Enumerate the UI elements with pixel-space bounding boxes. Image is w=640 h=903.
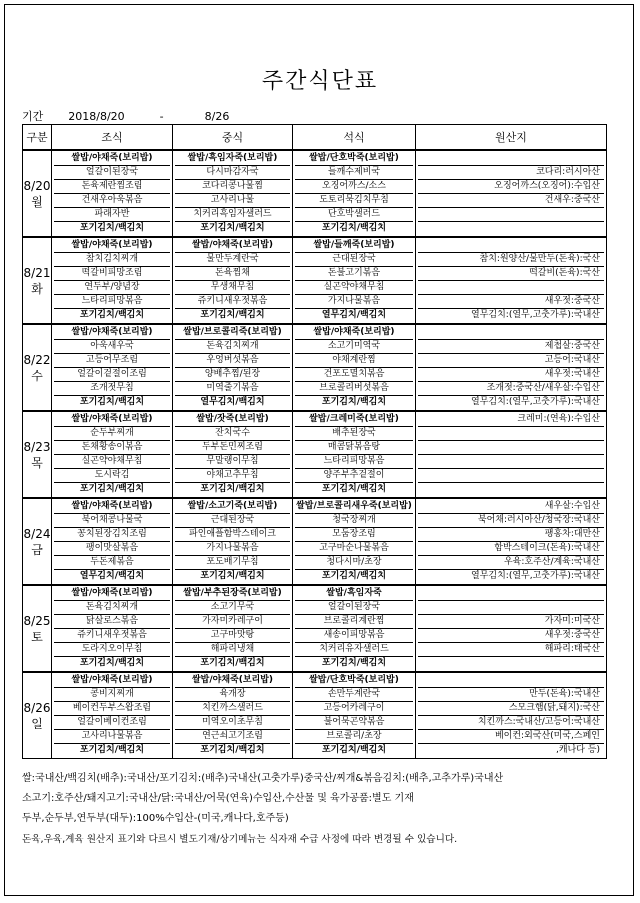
origin-line: 북어채:러시아산/청국장:국내산 (418, 514, 604, 528)
menu-item: 열무김치/백김치 (321, 310, 387, 320)
origin-cell (416, 324, 607, 411)
menu-item: 쌀밥/단호박죽(보리밥) (295, 674, 413, 688)
menu-item: 쌀밥/소고기죽(보리밥) (175, 500, 290, 514)
origin-line: 새우젓:국내산 (418, 368, 604, 382)
note-line: 돈육,우육,계육 원산지 표기와 다르시 별도기재/상기메뉴는 식자재 수급 사정에 따라 변경될 수 있습니다. (22, 834, 458, 845)
origin-line: 팽홍차:대만산 (418, 528, 604, 542)
menu-item: 쌀밥/야채죽(보리밥) (54, 674, 170, 688)
day-date: 8/25 (23, 613, 51, 628)
menu-item: 두부돈민찌조림 (175, 441, 290, 455)
menu-item: 쌀밥/야채죽(보리밥) (295, 326, 413, 340)
origin-line: ,캐나다 등) (555, 745, 600, 755)
origin-line: 치킨까스:국내산/고등어:국내산 (418, 716, 604, 730)
period-end: 8/26 (204, 110, 230, 123)
day-date: 8/23 (23, 439, 51, 454)
origin-line: 떡갈비(돈육):국산 (418, 267, 604, 281)
origin-cell (416, 672, 607, 759)
day-date: 8/22 (23, 352, 51, 367)
menu-item: 포기김치/백김치 (321, 658, 387, 668)
lunch-cell (173, 672, 293, 759)
origin-line (418, 152, 604, 166)
breakfast-cell (52, 237, 173, 324)
menu-item: 육개장 (175, 688, 290, 702)
menu-item: 청다시마/초장 (295, 556, 413, 570)
menu-item: 돈육찜채 (175, 267, 290, 281)
menu-item: 무말랭이무침 (175, 455, 290, 469)
day-weekday: 일 (31, 716, 43, 731)
menu-item: 들깨수제비국 (295, 166, 413, 180)
origin-line (418, 587, 604, 601)
menu-item: 우엉버섯볶음 (175, 354, 290, 368)
origin-cell (416, 150, 607, 237)
dinner-cell (293, 150, 416, 237)
day-row (23, 324, 607, 411)
day-cell (23, 585, 52, 672)
menu-item: 떡갈비피망조림 (54, 267, 170, 281)
origin-line: 조개젓:중국산/새우살:수입산 (418, 382, 604, 396)
origin-line (418, 427, 604, 441)
header-category: 구분 (23, 125, 52, 151)
dinner-cell (293, 585, 416, 672)
day-cell (23, 672, 52, 759)
origin-line (418, 239, 604, 253)
menu-body (23, 150, 607, 759)
menu-item: 포기김치/백김치 (79, 658, 145, 668)
origin-line: 스모크햄(닭,돼지):국산 (418, 702, 604, 716)
origin-line: 참치:원양산/물만두(돈육):국산 (418, 253, 604, 267)
menu-item: 브로콜리버섯볶음 (295, 382, 413, 396)
menu-item: 쌀밥/브로콜리죽(보리밥) (175, 326, 290, 340)
menu-item: 치킨까스샐러드 (175, 702, 290, 716)
menu-item: 포기김치/백김치 (79, 310, 145, 320)
menu-item: 얼갈이베이컨조림 (54, 716, 170, 730)
origin-line (418, 469, 604, 483)
day-date: 8/26 (23, 700, 51, 715)
dinner-cell (293, 672, 416, 759)
origin-cell (416, 411, 607, 498)
page-title: 주간식단표 (261, 69, 379, 94)
menu-item: 연두부/양념장 (54, 281, 170, 295)
menu-item: 도시락김 (54, 469, 170, 483)
menu-item: 참치김치찌개 (54, 253, 170, 267)
origin-line: 가자미:미국산 (418, 615, 604, 629)
menu-table (22, 124, 607, 759)
menu-item: 북어채콩나물국 (54, 514, 170, 528)
menu-item: 청국장찌개 (295, 514, 413, 528)
day-date: 8/21 (23, 265, 51, 280)
menu-item: 배추된장국 (295, 427, 413, 441)
menu-item: 꽁치된장김치조림 (54, 528, 170, 542)
menu-item: 쌀밥/크레미죽(보리밥) (295, 413, 413, 427)
day-row (23, 498, 607, 585)
lunch-cell (173, 498, 293, 585)
menu-item: 포기김치/백김치 (321, 397, 387, 407)
menu-item: 포기김치/백김치 (79, 745, 145, 755)
menu-item: 콩비지찌개 (54, 688, 170, 702)
menu-item: 실곤약야채무침 (295, 281, 413, 295)
day-row (23, 411, 607, 498)
header-breakfast: 조식 (52, 125, 173, 151)
period-row (22, 108, 229, 124)
day-weekday: 토 (31, 629, 43, 644)
origin-line (418, 208, 604, 222)
origin-line: 만두(돈육):국내산 (418, 688, 604, 702)
menu-item: 쌀밥/브로콜리새우죽(보리밥) (295, 500, 413, 514)
menu-item: 닭살로스볶음 (54, 615, 170, 629)
menu-item: 쥬키니새우젓볶음 (54, 629, 170, 643)
menu-item: 포기김치/백김치 (200, 658, 265, 668)
menu-item: 실곤약야채무침 (54, 455, 170, 469)
menu-item: 다시마감자국 (175, 166, 290, 180)
menu-item: 야채고추무침 (175, 469, 290, 483)
menu-item: 돈육제란찜조림 (54, 180, 170, 194)
menu-item: 쌀밥/야채죽(보리밥) (54, 152, 170, 166)
menu-item: 돈불고기볶음 (295, 267, 413, 281)
day-cell (23, 324, 52, 411)
origin-line: 새우살:수입산 (418, 500, 604, 514)
menu-item: 고등어무조림 (54, 354, 170, 368)
menu-item: 쥬키니새우젓볶음 (175, 295, 290, 309)
menu-item: 가자미카레구이 (175, 615, 290, 629)
menu-item: 야채계란찜 (295, 354, 413, 368)
period-label: 기간 (22, 110, 44, 123)
lunch-cell (173, 150, 293, 237)
day-cell (23, 237, 52, 324)
origin-line (418, 657, 604, 670)
origin-line (418, 281, 604, 295)
menu-item: 브로콜리/초장 (295, 730, 413, 744)
menu-item: 매콤닭볶음탕 (295, 441, 413, 455)
origin-line: 오징어까스(오징어):수입산 (418, 180, 604, 194)
origin-line: 크레미:(연육):수입산 (418, 413, 604, 427)
menu-item: 베이컨두부스왑조림 (54, 702, 170, 716)
origin-line: 새우젓:중국산 (418, 295, 604, 309)
note-line: 두부,순두부,연두부(대두):100%수입산-(미국,캐나다,호주등) (22, 813, 289, 824)
day-weekday: 수 (31, 368, 43, 383)
note-line: 소고기:호주산/돼지고기:국내산/닭:국내산/어묵(연육)수입산,수산물 및 육가공품:별도 기재 (22, 793, 414, 804)
menu-item: 양주부추겉절이 (295, 469, 413, 483)
origin-line (418, 441, 604, 455)
day-cell (23, 498, 52, 585)
origin-line: 건새우:중국산 (418, 194, 604, 208)
origin-line: 열무김치:(열무,고춧가루):국내산 (471, 310, 600, 320)
day-date: 8/24 (23, 526, 51, 541)
day-weekday: 화 (31, 281, 43, 296)
menu-item: 쌀밥/야채죽(보리밥) (175, 674, 290, 688)
menu-item: 쌀밥/야채죽(보리밥) (175, 239, 290, 253)
day-row (23, 150, 607, 237)
header-dinner: 석식 (293, 125, 416, 151)
menu-item: 열무김치/백김치 (79, 571, 145, 581)
menu-item: 순두부찌개 (54, 427, 170, 441)
menu-item: 단호박샐러드 (295, 208, 413, 222)
menu-item: 치커리흑임자샐러드 (175, 208, 290, 222)
origin-line: 베이컨:외국산(미국,스페인 (418, 730, 604, 744)
menu-item: 쌀밥/잣죽(보리밥) (175, 413, 290, 427)
menu-item: 고사리나물 (175, 194, 290, 208)
menu-item: 포기김치/백김치 (200, 484, 265, 494)
menu-item: 고구마맛탕 (175, 629, 290, 643)
menu-item: 포기김치/백김치 (321, 745, 387, 755)
menu-item: 얼갈이겉절이조림 (54, 368, 170, 382)
menu-item: 손만두계란국 (295, 688, 413, 702)
breakfast-cell (52, 324, 173, 411)
menu-item: 쌀밥/부추된장죽(보리밥) (175, 587, 290, 601)
menu-item: 불어묵곤약볶음 (295, 716, 413, 730)
origin-line (418, 601, 604, 615)
origin-line: 함박스테이크(돈육):국내산 (418, 542, 604, 556)
menu-item: 쌀밥/야채죽(보리밥) (54, 587, 170, 601)
lunch-cell (173, 411, 293, 498)
menu-item: 쌀밥/흑임자죽(보리밥) (175, 152, 290, 166)
period-start: 2018/8/20 (68, 110, 125, 123)
menu-item: 돈육김치찌개 (175, 340, 290, 354)
origin-cell (416, 498, 607, 585)
menu-item: 포기김치/백김치 (200, 310, 265, 320)
origin-line: 우육:호주산/계육:국내산 (418, 556, 604, 570)
menu-item: 포기김치/백김치 (200, 571, 265, 581)
menu-item: 양배추찜/된장 (175, 368, 290, 382)
breakfast-cell (52, 411, 173, 498)
menu-item: 브로콜리계란찜 (295, 615, 413, 629)
menu-item: 쌀밥/야채죽(보리밥) (54, 500, 170, 514)
breakfast-cell (52, 498, 173, 585)
day-row (23, 237, 607, 324)
menu-item: 도토리묵김치무침 (295, 194, 413, 208)
menu-item: 포기김치/백김치 (321, 484, 387, 494)
menu-item: 가지나물볶음 (175, 542, 290, 556)
origin-line (418, 455, 604, 469)
menu-item: 미역오이초무침 (175, 716, 290, 730)
breakfast-cell (52, 585, 173, 672)
header-origin: 원산지 (416, 125, 607, 151)
origin-line: 고등어:국내산 (418, 354, 604, 368)
menu-item: 파인애플함박스테이크 (175, 528, 290, 542)
dinner-cell (293, 237, 416, 324)
menu-item: 조개젓무침 (54, 382, 170, 396)
origin-line: 코다리:러시아산 (418, 166, 604, 180)
menu-item: 미역줄기볶음 (175, 382, 290, 396)
menu-item: 새송이피망볶음 (295, 629, 413, 643)
menu-item: 코다리콩나물찜 (175, 180, 290, 194)
menu-item: 해파리냉채 (175, 643, 290, 657)
menu-item: 느타리피망볶음 (295, 455, 413, 469)
day-weekday: 금 (31, 542, 43, 557)
header-row (23, 125, 607, 151)
dinner-cell (293, 498, 416, 585)
menu-item: 포도배기무침 (175, 556, 290, 570)
menu-item: 잔치국수 (175, 427, 290, 441)
origin-line: 새우젓:중국산 (418, 629, 604, 643)
day-row (23, 585, 607, 672)
menu-item: 근대된장국 (295, 253, 413, 267)
breakfast-cell (52, 150, 173, 237)
menu-item: 치커리유자샐러드 (295, 643, 413, 657)
day-cell (23, 150, 52, 237)
menu-item: 포기김치/백김치 (200, 223, 265, 233)
menu-item: 고구마순나물볶음 (295, 542, 413, 556)
lunch-cell (173, 585, 293, 672)
origin-line (418, 326, 604, 340)
origin-line (418, 222, 604, 235)
menu-item: 팽이맛살볶음 (54, 542, 170, 556)
menu-item: 쌀밥/야채죽(보리밥) (54, 413, 170, 427)
origin-cell (416, 585, 607, 672)
menu-item: 파래자반 (54, 208, 170, 222)
menu-item: 오징어까스/소스 (295, 180, 413, 194)
menu-item: 연근쇠고기조림 (175, 730, 290, 744)
origin-line (418, 483, 604, 496)
menu-item: 쌀밥/야채죽(보리밥) (54, 239, 170, 253)
menu-item: 쌀밥/야채죽(보리밥) (54, 326, 170, 340)
menu-item: 모둠장조림 (295, 528, 413, 542)
menu-item: 열무김치/백김치 (200, 397, 265, 407)
menu-item: 아욱새우국 (54, 340, 170, 354)
menu-item: 두돈제볶음 (54, 556, 170, 570)
menu-item: 쌀밥/흑임자죽 (295, 587, 413, 601)
menu-item: 쌀밥/단호박죽(보리밥) (295, 152, 413, 166)
menu-item: 물만두계란국 (175, 253, 290, 267)
menu-item: 포기김치/백김치 (79, 484, 145, 494)
dinner-cell (293, 411, 416, 498)
menu-item: 가지나물볶음 (295, 295, 413, 309)
menu-item: 고등어카레구이 (295, 702, 413, 716)
note-line: 쌀:국내산/백김치(배추):국내산/포기김치:(배추)국내산(고춧가루)중국산/찌개&볶음김치:(배추,고추가루)국내산 (22, 773, 504, 784)
menu-item: 소고기미역국 (295, 340, 413, 354)
period-dash: - (159, 110, 164, 123)
menu-item: 느타리피망볶음 (54, 295, 170, 309)
origin-line: 제첩살:중국산 (418, 340, 604, 354)
origin-line (418, 674, 604, 688)
menu-item: 포기김치/백김치 (321, 223, 387, 233)
menu-item: 포기김치/백김치 (321, 571, 387, 581)
menu-item: 고사리나물볶음 (54, 730, 170, 744)
menu-item: 얼갈이된장국 (295, 601, 413, 615)
day-cell (23, 411, 52, 498)
menu-item: 건포도멸치볶음 (295, 368, 413, 382)
day-weekday: 월 (31, 194, 43, 209)
breakfast-cell (52, 672, 173, 759)
menu-item: 도라지오이무침 (54, 643, 170, 657)
day-date: 8/20 (23, 178, 51, 193)
menu-item: 돈채황송이볶음 (54, 441, 170, 455)
lunch-cell (173, 237, 293, 324)
origin-line: 열무김치:(열무,고춧가루):국내산 (471, 571, 600, 581)
menu-item: 포기김치/백김치 (200, 745, 265, 755)
lunch-cell (173, 324, 293, 411)
header-lunch: 중식 (173, 125, 293, 151)
origin-line: 열무김치:(열무,고춧가루):국내산 (471, 397, 600, 407)
menu-item: 소고기무국 (175, 601, 290, 615)
menu-item: 쌀밥/들깨죽(보리밥) (295, 239, 413, 253)
notes (22, 769, 618, 850)
menu-item: 얼갈이된장국 (54, 166, 170, 180)
origin-cell (416, 237, 607, 324)
menu-item: 건새우아욱볶음 (54, 194, 170, 208)
menu-item: 근대된장국 (175, 514, 290, 528)
dinner-cell (293, 324, 416, 411)
menu-item: 돈육김치찌개 (54, 601, 170, 615)
origin-line: 해파리:태국산 (418, 643, 604, 657)
menu-item: 포기김치/백김치 (79, 223, 145, 233)
day-row (23, 672, 607, 759)
day-weekday: 목 (31, 455, 43, 470)
menu-item: 포기김치/백김치 (79, 397, 145, 407)
menu-item: 무생채무침 (175, 281, 290, 295)
